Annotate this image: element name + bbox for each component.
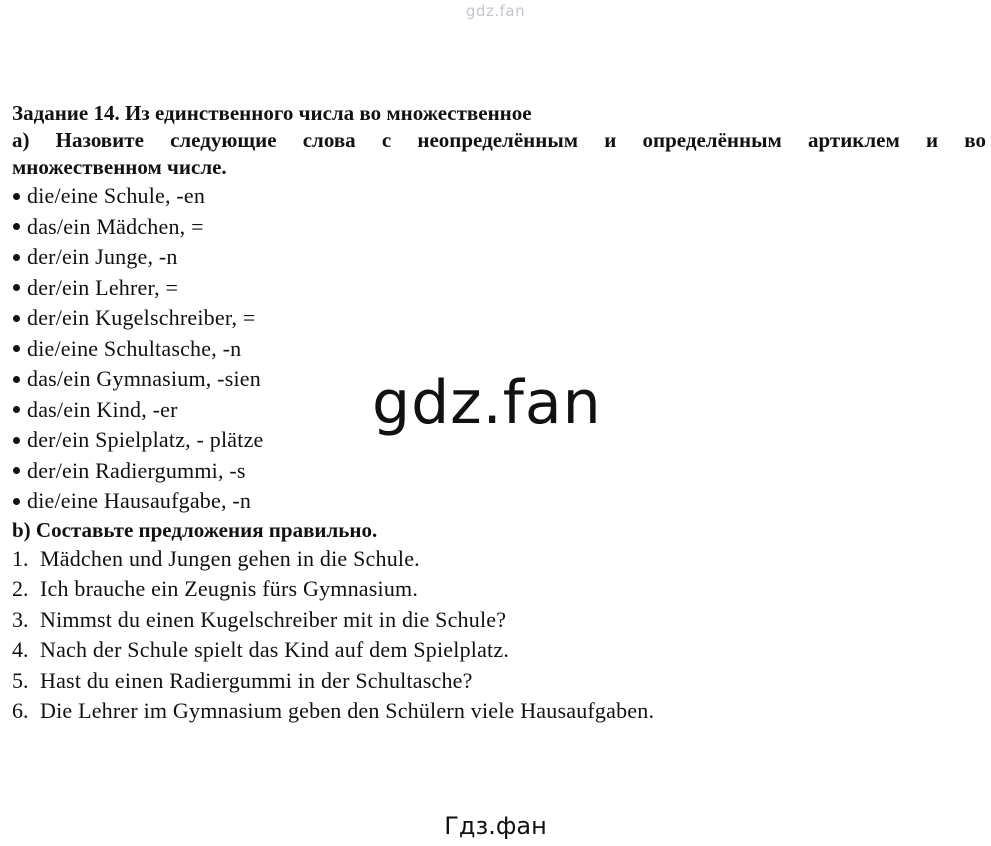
word-entry: das/ein Gymnasium, -sien [27, 366, 261, 391]
sentence-text: Hast du einen Radiergummi in der Schultasche? [40, 667, 473, 693]
sentence-number: 6. [12, 698, 29, 723]
word-entry: der/ein Kugelschreiber, = [27, 305, 256, 330]
bullet-icon [13, 498, 20, 505]
center-watermark: gdz.fan [372, 368, 602, 438]
sentence-text: Ich brauche ein Zeugnis fürs Gymnasium. [40, 576, 419, 601]
word-entry: der/ein Spielplatz, - plätze [27, 427, 264, 452]
bullet-icon [13, 193, 20, 200]
list-item [12, 696, 986, 727]
sentence-number: 1. [12, 545, 29, 571]
list-item [12, 242, 986, 273]
sentence-number: 2. [12, 576, 29, 601]
list-item [12, 456, 986, 487]
part-a-instruction-line1: а) Назовите следующие слова с неопределённым и определённым артиклем и во [12, 128, 986, 152]
list-item [12, 273, 986, 304]
sentence-number: 5. [12, 667, 29, 693]
part-a-instruction-line2: множественном числе. [12, 155, 227, 179]
part-b-title: b) Составьте предложения правильно. [12, 517, 378, 542]
word-entry: die/eine Hausaufgabe, -n [27, 488, 252, 513]
word-entry: das/ein Mädchen, = [27, 213, 204, 239]
bullet-icon [13, 437, 20, 444]
bullet-icon [13, 315, 20, 322]
list-item [12, 605, 986, 636]
list-item [12, 334, 986, 365]
list-item [12, 544, 986, 575]
word-entry: der/ein Radiergummi, -s [27, 457, 246, 483]
sentence-number: 4. [12, 637, 29, 662]
word-entry: die/eine Schultasche, -n [27, 335, 242, 361]
word-entry: das/ein Kind, -er [27, 396, 178, 422]
sentence-number: 3. [12, 606, 29, 632]
sentence-text: Die Lehrer im Gymnasium geben den Schülern viele Hausaufgaben. [40, 698, 655, 723]
bullet-icon [13, 406, 20, 413]
word-list [12, 181, 986, 517]
bullet-icon [13, 223, 20, 230]
bottom-watermark: Гдз.фан [444, 812, 547, 840]
list-item [12, 181, 986, 212]
bullet-icon [13, 467, 20, 474]
sentence-text: Nach der Schule spielt das Kind auf dem Spielplatz. [40, 637, 510, 662]
list-item [12, 574, 986, 605]
list-item [12, 303, 986, 334]
sentence-list [12, 544, 986, 727]
bullet-icon [13, 345, 20, 352]
bullet-icon [13, 376, 20, 383]
list-item [12, 212, 986, 243]
bullet-icon [13, 284, 20, 291]
list-item [12, 635, 986, 666]
word-entry: der/ein Junge, -n [27, 244, 178, 269]
word-entry: der/ein Lehrer, = [27, 274, 179, 300]
sentence-text: Nimmst du einen Kugelschreiber mit in die Schule? [40, 606, 507, 632]
top-watermark: gdz.fan [465, 2, 526, 20]
word-entry: die/eine Schule, -en [27, 183, 206, 208]
list-item [12, 666, 986, 697]
list-item [12, 486, 986, 517]
task-title: Задание 14. Из единственного числа во множественное [12, 101, 532, 125]
sentence-text: Mädchen und Jungen gehen in die Schule. [40, 545, 420, 571]
bullet-icon [13, 254, 20, 261]
